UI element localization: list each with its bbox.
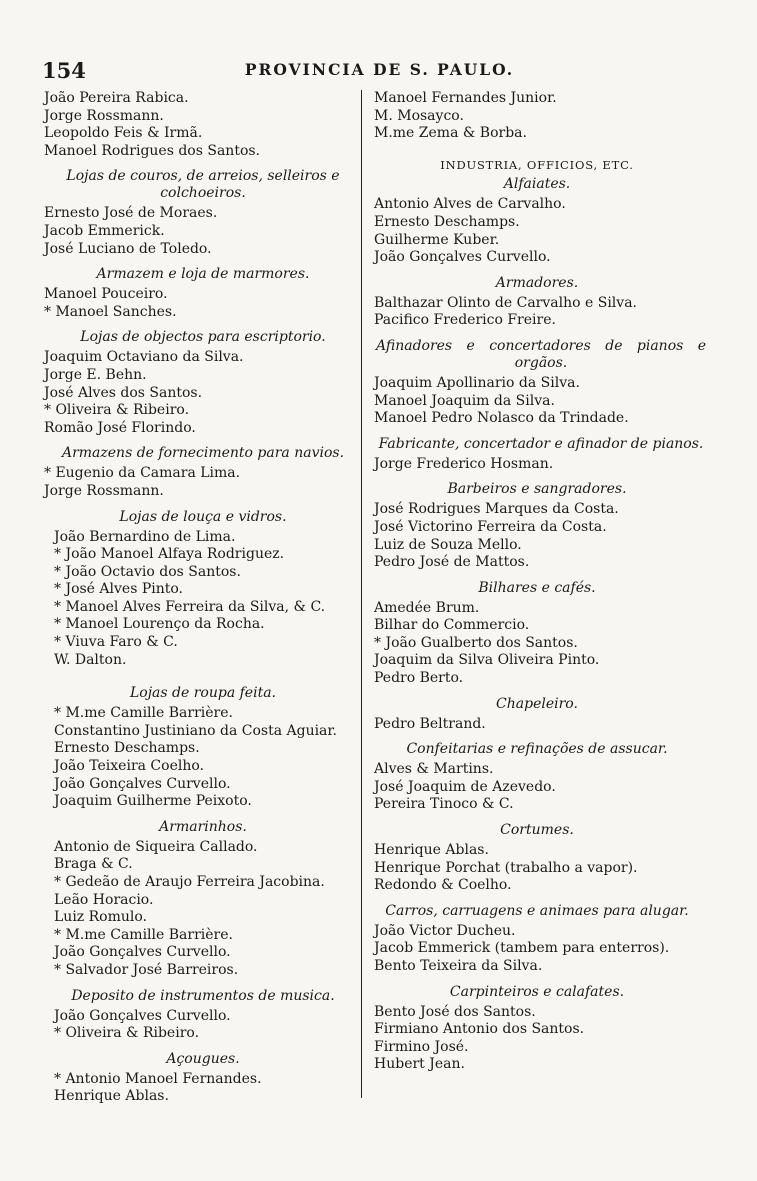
list-group [368,375,706,428]
section-heading: Confeitarias e refinações de assucar. [406,741,668,758]
list-group [368,295,706,330]
list-group [44,1008,362,1043]
list-item: * Manoel Alves Ferreira da Silva, & C. [54,598,326,615]
list-item: José Luciano de Toledo. [44,240,212,257]
list-item: Redondo & Coelho. [374,877,512,894]
list-group [44,839,362,980]
list-item: Antonio de Siqueira Callado. [54,838,258,855]
list-item: Joaquim Octaviano da Silva. [44,349,244,366]
list-item: Alves & Martins. [374,761,494,778]
list-item: * Manoel Lourenço da Rocha. [54,616,265,633]
list-group [44,286,362,321]
list-item: * Oliveira & Ribeiro. [54,1025,200,1042]
list-group [44,205,362,258]
list-item: Ernesto José de Moraes. [44,205,218,222]
page-header [42,58,717,84]
list-item: Ernesto Deschamps. [374,213,520,230]
list-item: * Gedeão de Araujo Ferreira Jacobina. [54,874,325,890]
section-heading: Lojas de roupa feita. [129,685,276,702]
list-item: * João Manoel Alfaya Rodriguez. [54,546,285,563]
list-item: Manoel Rodrigues dos Santos. [44,142,261,159]
section-heading: Bilhares e cafés. [478,579,596,596]
list-item: João Gonçalves Curvello. [54,944,231,961]
list-item: Ernesto Deschamps. [54,740,200,757]
page-number: 154 [42,58,86,83]
section-heading: Lojas de objectos para escriptorio. [80,329,326,346]
list-item: João Pereira Rabica. [44,90,189,106]
list-item: * Viuva Faro & C. [54,634,178,651]
list-item: José Victorino Ferreira da Costa. [374,518,607,535]
list-group [368,923,706,976]
list-item: * João Octavio dos Santos. [54,563,241,580]
list-item: Balthazar Olinto de Carvalho e Silva. [374,294,637,311]
list-group [368,90,706,143]
list-group [368,600,706,688]
list-item: * Oliveira & Ribeiro. [44,402,190,419]
list-item: João Gonçalves Curvello. [54,1007,231,1024]
list-item: * Manoel Sanches. [44,303,177,320]
list-item: Antonio Alves de Carvalho. [374,196,566,213]
list-group [44,1071,362,1106]
list-item: Henrique Porchat (trabalho a vapor). [374,859,638,876]
list-item: João Victor Ducheu. [374,922,516,939]
list-group [368,842,706,895]
list-item: Joaquim Apollinario da Silva. [374,374,580,391]
list-item: Jacob Emmerick. [44,222,165,239]
list-item: Manoel Joaquim da Silva. [374,392,555,409]
list-item: Pedro José de Mattos. [374,554,530,571]
list-item: Henrique Ablas. [374,842,489,859]
list-item: Luiz Romulo. [54,909,147,926]
list-item: Pereira Tinoco & C. [374,796,514,813]
list-item: Pedro Beltrand. [374,715,486,732]
list-item: Constantino Justiniano da Costa Aguiar. [54,722,338,739]
list-group [368,1004,706,1074]
list-group [44,90,362,160]
list-item: W. Dalton. [54,651,127,668]
list-item: João Gonçalves Curvello. [374,249,551,266]
list-item: * M.me Camille Barrière. [54,926,233,943]
list-item: Joaquim da Silva Oliveira Pinto. [374,652,600,669]
list-item: João Bernardino de Lima. [54,528,236,545]
list-group [368,196,706,266]
list-item: João Gonçalves Curvello. [54,775,231,792]
list-item: Guilherme Kuber. [374,231,500,248]
section-heading: Fabricante, concertador e afinador de pianos. [378,435,704,452]
section-heading: Armazens de fornecimento para navios. [61,445,345,462]
list-item: José Rodrigues Marques da Costa. [374,501,619,518]
list-item: Jacob Emmerick (tambem para enterros). [374,940,670,957]
section-heading: Alfaiates. [503,176,571,193]
section-heading: Armarinhos. [159,818,247,835]
section-heading: Cortumes. [500,822,574,839]
section-heading: Barbeiros e sangradores. [447,481,627,498]
section-heading: Carros, carruagens e animaes para alugar. [385,902,689,919]
list-group [44,349,362,437]
list-item: Braga & C. [54,856,133,873]
list-item: M. Mosayco. [374,107,464,124]
list-group [368,501,706,571]
list-item: * Salvador José Barreiros. [54,961,239,978]
list-item: Luiz de Souza Mello. [374,536,522,553]
list-item: Romão José Florindo. [44,419,196,436]
list-item: José Alves dos Santos. [44,384,203,401]
list-item: * Eugenio da Camara Lima. [44,465,241,482]
section-heading: Armadores. [495,274,579,291]
list-group [368,456,706,474]
list-group [368,761,706,814]
list-item: Bento José dos Santos. [374,1003,536,1020]
list-item: José Joaquim de Azevedo. [374,778,556,795]
list-item: Leão Horacio. [54,891,154,908]
list-item: Leopoldo Feis & Irmã. [44,125,203,142]
list-item: Firmiano Antonio dos Santos. [374,1021,585,1038]
list-item: Jorge Rossmann. [44,107,164,124]
section-heading: Carpinteiros e calafates. [449,983,625,1000]
list-item: M.me Zema & Borba. [374,125,527,142]
list-item: Hubert Jean. [374,1056,465,1073]
list-item: Manoel Pedro Nolasco da Trindade. [374,410,629,427]
list-item: Pacifico Frederico Freire. [374,312,556,329]
list-item: * Antonio Manoel Fernandes. [54,1070,262,1087]
list-item: Bilhar do Commercio. [374,617,530,634]
list-item: Firmino José. [374,1038,469,1055]
right-column [368,90,706,1074]
list-item: Bento Teixeira da Silva. [374,958,543,974]
list-item: Joaquim Guilherme Peixoto. [54,793,252,810]
list-item: Henrique Ablas. [54,1088,169,1105]
list-item: Jorge Frederico Hosman. [374,455,554,472]
list-item: * M.me Camille Barrière. [54,705,233,722]
section-heading: Lojas de louça e vidros. [119,508,287,525]
list-item: Jorge Rossmann. [44,482,164,499]
list-item: Jorge E. Behn. [44,366,147,383]
list-item: * José Alves Pinto. [54,581,184,598]
list-item: Manoel Fernandes Junior. [374,90,557,106]
section-title: INDUSTRIA, OFFICIOS, ETC. [440,157,634,172]
list-item: Pedro Berto. [374,670,464,687]
list-item: João Teixeira Coelho. [54,758,204,775]
left-column [44,90,362,1106]
list-group [368,716,706,734]
section-heading: Afinadores e concertadores de pianos e orgãos. [376,337,706,371]
list-item: Amedée Brum. [374,599,480,616]
running-title: PROVINCIA DE S. PAULO. [244,60,515,79]
list-group [44,705,362,811]
list-group [44,465,362,500]
section-heading: Açougues. [166,1050,240,1067]
list-group [44,529,362,670]
section-heading: Deposito de instrumentos de musica. [71,987,335,1004]
section-heading: Armazem e loja de marmores. [96,266,310,283]
list-item: Manoel Pouceiro. [44,286,168,303]
list-item: * João Gualberto dos Santos. [374,634,578,651]
section-heading: Lojas de couros, de arreios, selleiros e colchoeiros. [66,168,340,202]
section-heading: Chapeleiro. [496,695,578,712]
